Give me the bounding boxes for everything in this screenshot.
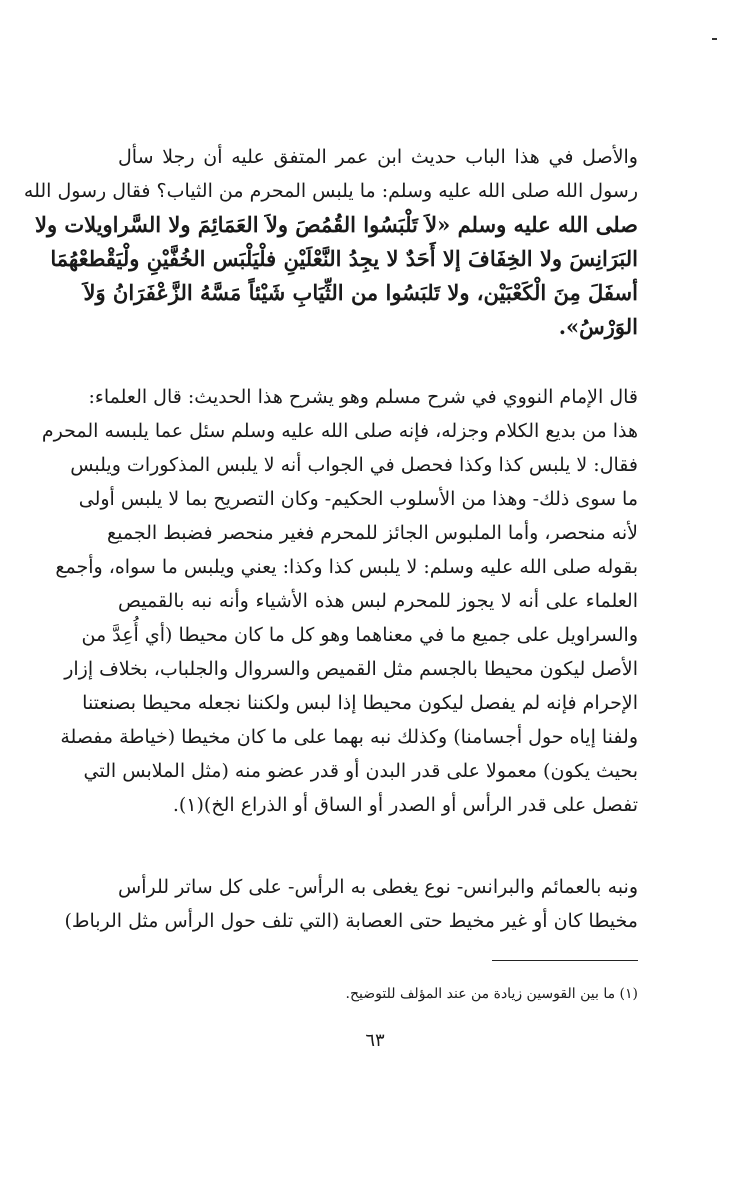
text-line: فقال: لا يلبس كذا وكذا فحصل في الجواب أنه لا يلبس المذكورات ويلبس [70,454,638,476]
hadith-quote-line: الوَرْسُ». [558,314,638,339]
corner-mark [712,38,717,40]
paragraph-nawawi [41,380,638,822]
text-line: ونبه بالعمائم والبرانس- نوع يغطى به الرأس- على كل ساتر للرأس [118,876,638,898]
hadith-quote-line: صلى الله عليه وسلم «لاَ تَلْبَسُوا القُمُصَ ولاَ العَمَائِمَ ولا السَّراويلات ولا [34,212,638,237]
hadith-quote-line: أسفَلَ مِنَ الْكَعْبَيْن، ولا تَلبَسُوا من الثِّيَابِ شَيْئاً مَسَّهُ الزَّعْفَرَانُ وَلاَ [83,280,638,305]
text-line: رسول الله صلى الله عليه وسلم: ما يلبس المحرم من الثياب؟ فقال رسول الله [23,180,638,202]
text-line: الإحرام فإنه لم يفصل ليكون محيطا إذا لبس ولكننا نجعله محيطا بصنعتنا [82,692,638,714]
text-line: بقوله صلى الله عليه وسلم: لا يلبس كذا وكذا: يعني ويلبس ما سواه، وأجمع [55,556,638,578]
text-line: ما سوى ذلك- وهذا من الأسلوب الحكيم- وكان التصريح بما لا يلبس أولى [78,488,638,510]
text-line: مخيطا كان أو غير مخيط حتى العصابة (التي تلف حول الرأس مثل الرباط) [64,910,638,932]
text-line: تفصل على قدر الرأس أو الصدر أو الساق أو الذراع الخ)(١). [172,794,638,816]
text-line: والأصل في هذا الباب حديث ابن عمر المتفق عليه أن رجلا سأل [118,146,638,168]
text-line: هذا من بديع الكلام وجزله، فإنه صلى الله عليه وسلم سئل عما يلبسه المحرم [41,420,638,442]
page-number: ٦٣ [365,1030,385,1051]
paragraph-hadith [23,140,638,344]
text-line: الأصل ليكون محيطا بالجسم مثل القميص والسروال والجلباب، بخلاف إزار [64,658,638,680]
text-line: والسراويل على جميع ما في معناهما وهو كل ما كان محيطا (أي أُعِدَّ من [81,624,638,646]
text-line: لأنه منحصر، وأما الملبوس الجائز للمحرم فغير منحصر فضبط الجميع [107,522,638,544]
footnote-divider [492,960,638,961]
text-line: قال الإمام النووي في شرح مسلم وهو يشرح هذا الحديث: قال العلماء: [88,386,638,408]
footnote: (١) ما بين القوسين زيادة من عند المؤلف للتوضيح. [345,986,638,1002]
paragraph-turbans [64,870,638,938]
hadith-quote-line: البَرَانِسَ ولا الخِفَافَ إلا أَحَدٌ لا يجِدُ النَّعْلَيْنِ فلْيَلْبَس الخُفَّيْنِ ولْيَقْطعْهُمَا [50,246,638,271]
text-line: العلماء على أنه لا يجوز للمحرم لبس هذه الأشياء وأنه نبه بالقميص [118,590,638,612]
text-line: ولفنا إياه حول أجسامنا) وكذلك نبه بهما على ما كان مخيطا (خياطة مفصلة [60,726,638,748]
text-line: بحيث يكون) معمولا على قدر البدن أو قدر عضو منه (مثل الملابس التي [83,760,638,782]
